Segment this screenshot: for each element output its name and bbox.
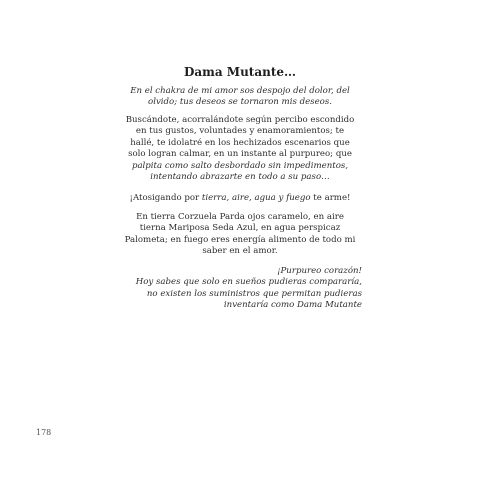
- stanza-5-line: Hoy sabes que solo en sueños pudieras compararía,: [135, 277, 362, 288]
- stanza-2-line: Buscándote, acorralándote según percibo escondido: [125, 115, 355, 125]
- stanza-4-line: tierna Mariposa Seda Azul, en agua perspicaz: [139, 223, 341, 234]
- stanza-2: [118, 115, 362, 183]
- stanza-1-line: En el chakra de mi amor sos despojo del dolor, del: [130, 86, 350, 96]
- stanza-3: [118, 193, 362, 204]
- stanza-3-after: te arme!: [310, 193, 351, 203]
- stanza-5: [118, 266, 362, 312]
- stanza-4: [118, 212, 362, 258]
- page-number: 178: [36, 428, 52, 437]
- stanza-5-line: ¡Purpureo corazón!: [277, 266, 362, 276]
- stanza-3-italic: tierra, aire, agua y fuego: [201, 193, 311, 203]
- stanza-2-line: hallé, te idolatré en los hechizados escenarios que: [130, 137, 350, 148]
- stanza-4-line: Palometa; en fuego eres energía alimento de todo mi: [124, 234, 356, 245]
- stanza-2-italic-line: palpita como salto desbordado sin impedimentos,: [131, 160, 349, 171]
- stanza-4-line: En tierra Corzuela Parda ojos caramelo, en aire: [136, 212, 344, 222]
- poem-title: Dama Mutante…: [183, 65, 297, 79]
- stanza-2-line: solo logran calmar, en un instante al purpureo; que: [128, 149, 352, 160]
- stanza-2-line: en tus gustos, voluntades y enamoramientos; te: [135, 126, 345, 137]
- stanza-1-line: olvido; tus deseos se tornaron mis deseos.: [148, 97, 332, 108]
- stanza-1: [118, 86, 362, 109]
- stanza-4-line: saber en el amor.: [202, 246, 278, 257]
- stanza-5-line: inventaría como Dama Mutante: [223, 300, 362, 311]
- stanza-3-line: [118, 193, 362, 204]
- stanza-2-italic-line: intentando abrazarte en todo a su paso…: [150, 172, 330, 183]
- stanza-3-before: ¡Atosigando por: [129, 193, 202, 203]
- stanza-5-line: no existen los suministros que permitan pudieras: [146, 288, 362, 299]
